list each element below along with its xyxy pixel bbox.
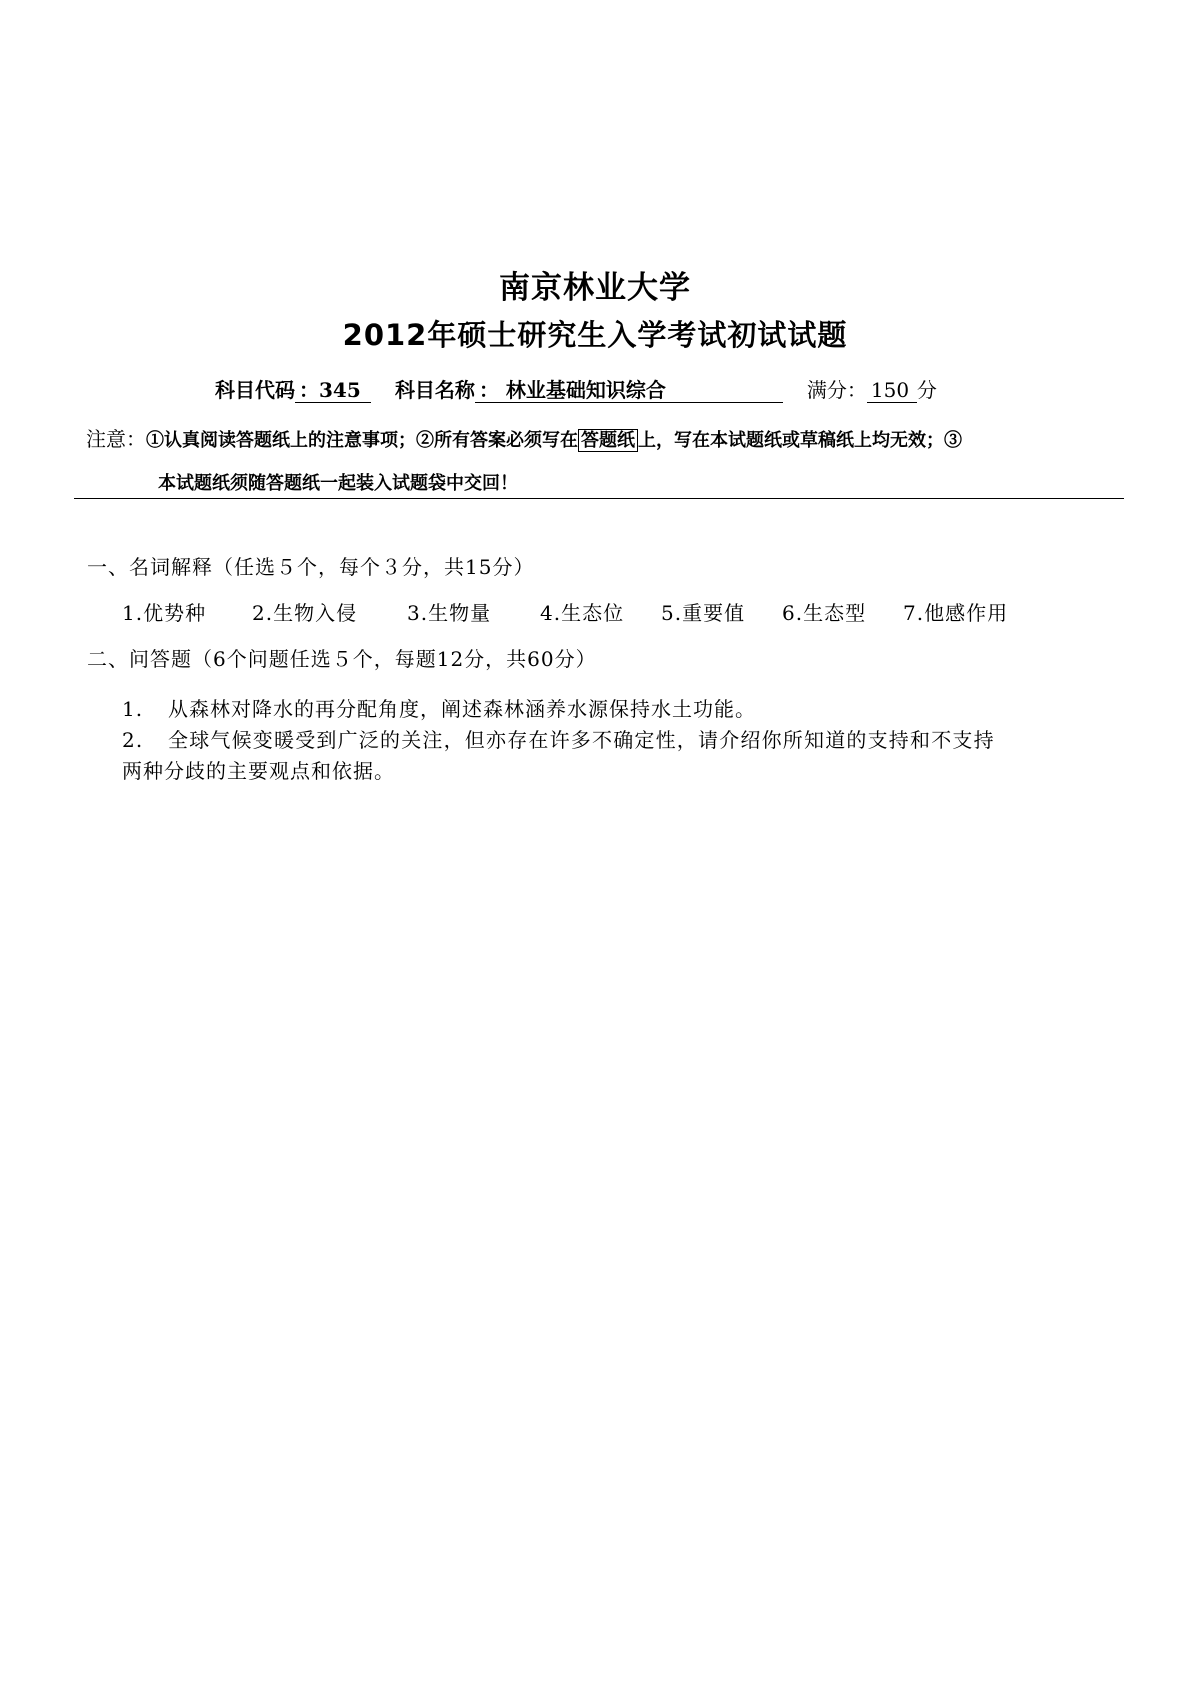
term-item: 3.生物量: [407, 601, 492, 625]
question-text: 全球气候变暖受到广泛的关注，但亦存在许多不确定性，请介绍你所知道的支持和不支持: [168, 728, 995, 752]
header-divider: [74, 498, 1124, 499]
notice-part-1: ①认真阅读答题纸上的注意事项；②所有答案必须写在: [146, 430, 578, 451]
notice-part-2: 上，写在本试题纸或草稿纸上均无效；③: [638, 430, 962, 451]
subject-name-value: ： 林业基础知识综合: [475, 378, 783, 403]
score-unit: 分: [916, 378, 937, 402]
term-item: 6.生态型: [782, 601, 867, 625]
section-2-heading: 二、问答题（6个问题任选５个，每题12分，共60分）: [87, 647, 597, 671]
notice-lead: 注意：: [86, 427, 146, 451]
term-item: 1.优势种: [122, 601, 207, 625]
exam-title: 2012年硕士研究生入学考试初试试题: [342, 318, 848, 352]
term-item: 5.重要值: [661, 601, 746, 625]
question-text: 从森林对降水的再分配角度，阐述森林涵养水源保持水土功能。: [168, 697, 756, 721]
notice-boxed-text: 答题纸: [578, 429, 638, 452]
score-label: 满分：: [806, 378, 867, 402]
question-2: [122, 724, 995, 753]
term-item: 2.生物入侵: [252, 601, 358, 625]
notice-line-2: 本试题纸须随答题纸一起装入试题袋中交回！: [158, 473, 518, 494]
question-2-continued: 两种分歧的主要观点和依据。: [122, 759, 395, 783]
term-item: 7.他感作用: [903, 601, 1009, 625]
notice-line-1: [86, 423, 962, 452]
score-value: 150: [867, 378, 917, 403]
section-1-terms: [122, 597, 1008, 626]
subject-info: [215, 374, 937, 403]
question-number: 2.: [122, 728, 144, 752]
university-title: 南京林业大学: [499, 270, 691, 306]
subject-code-label: 科目代码: [215, 378, 295, 402]
section-1-heading: 一、名词解释（任选５个，每个３分，共15分）: [87, 555, 535, 579]
question-1: [122, 693, 756, 722]
term-item: 4.生态位: [540, 601, 625, 625]
subject-code-value: ：345: [295, 378, 371, 403]
subject-name-label: 科目名称: [394, 378, 475, 402]
question-number: 1.: [122, 697, 144, 721]
